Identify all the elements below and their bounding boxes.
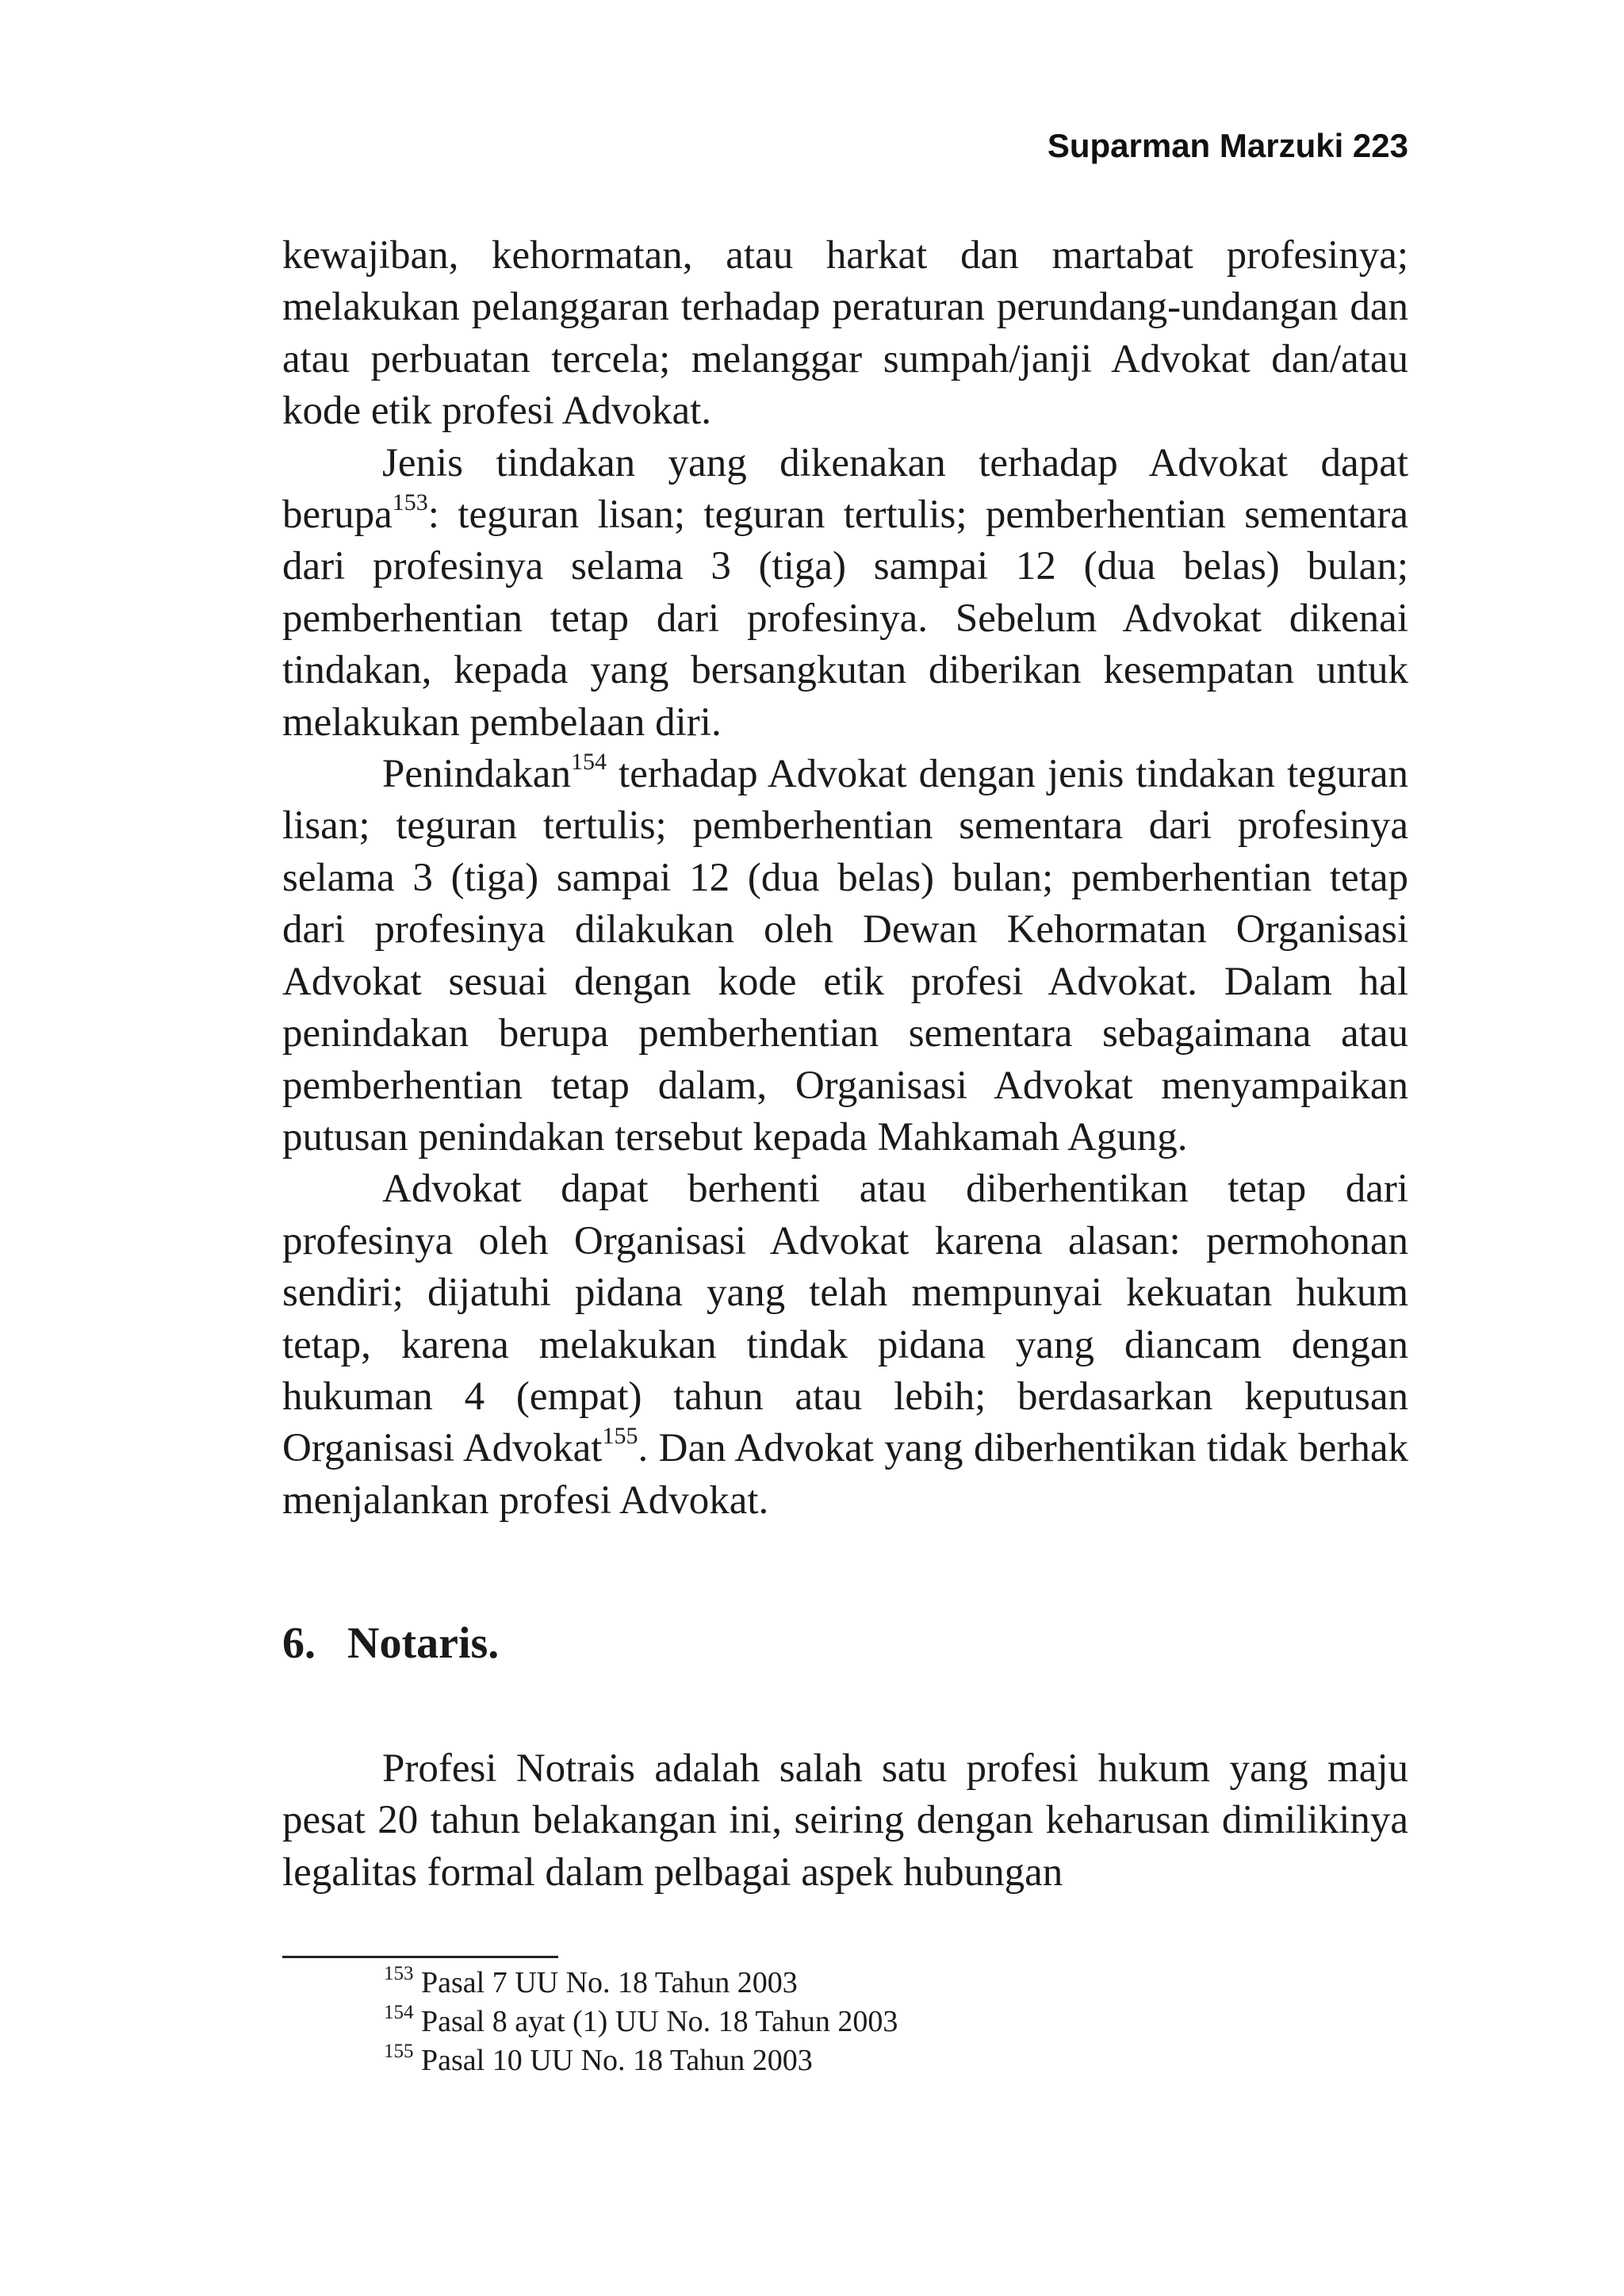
paragraph-text: Jenis tindakan yang dikenakan terhadap Advokat dapat berupa [282, 440, 1408, 538]
footnote-ref: 154 [570, 749, 607, 776]
section-number: 6. [282, 1619, 316, 1668]
paragraph-berhenti [282, 1163, 1408, 1527]
paragraph-text: Advokat dapat berhenti atau diberhentikan tetap dari profesinya oleh Organisasi Advokat karena alasan: permohonan sendiri; dijatuhi pidana yang telah mempunyai kekuatan hukum tetap, karena melakukan tindak pidana yang diancam dengan hukuman 4 (empat) tahun atau lebih; berdasarkan keputusan Organisasi Advokat [282, 1167, 1408, 1471]
footnote-text: Pasal 10 UU No. 18 Tahun 2003 [413, 2044, 813, 2077]
footnote-text: Pasal 8 ayat (1) UU No. 18 Tahun 2003 [413, 2005, 898, 2038]
footnotes [384, 1964, 898, 2080]
paragraph-continuation: kewajiban, kehormatan, atau harkat dan martabat profesinya; melakukan pelanggaran terhadap peraturan perundang-undangan dan atau perbuatan tercela; melanggar sumpah/janji Advokat dan/atau kode etik profesi Advokat. [282, 233, 1408, 434]
body-text [282, 230, 1408, 1527]
running-header: Suparman Marzuki 223 [1047, 127, 1408, 164]
footnote-item [384, 2003, 898, 2041]
paragraph-text: Penindakan [382, 752, 571, 797]
footnote-number: 153 [384, 1963, 414, 1985]
section-heading [282, 1618, 499, 1669]
paragraph-penindakan [282, 749, 1408, 1163]
section-title: Notaris. [347, 1619, 500, 1668]
footnote-text: Pasal 7 UU No. 18 Tahun 2003 [413, 1966, 798, 1999]
paragraph-text: . Dan Advokat yang diberhentikan tidak berhak menjalankan profesi Advokat. [282, 1426, 1408, 1523]
paragraph-notaris: Profesi Notrais adalah salah satu profesi hukum yang maju pesat 20 tahun belakangan ini, seiring dengan keharusan dimilikinya legalitas formal dalam pelbagai aspek hubungan [282, 1746, 1408, 1895]
footnote-ref: 155 [602, 1423, 638, 1450]
footnote-number: 155 [384, 2041, 414, 2063]
footnote-ref: 153 [392, 489, 428, 516]
section-body [282, 1743, 1408, 1899]
footnote-item [384, 1964, 898, 2003]
paragraph-text: : teguran lisan; teguran tertulis; pemberhentian sementara dari profesinya selama 3 (tiga) sampai 12 (dua belas) bulan; pemberhentian tetap dari profesinya. Sebelum Advokat dikenai tindakan, kepada yang bersangkutan diberikan kesempatan untuk melakukan pembelaan diri. [282, 493, 1408, 745]
paragraph-jenis-tindakan [282, 438, 1408, 749]
footnote-item [384, 2041, 898, 2080]
footnote-number: 154 [384, 2002, 414, 2024]
paragraph-text: terhadap Advokat dengan jenis tindakan teguran lisan; teguran tertulis; pemberhentian sementara dari profesinya selama 3 (tiga) sampai 12 (dua belas) bulan; pemberhentian tetap dari profesinya dilakukan oleh Dewan Kehormatan Organisasi Advokat sesuai dengan kode etik profesi Advokat. Dalam hal penindakan berupa pemberhentian sementara sebagaimana atau pemberhentian tetap dalam, Organisasi Advokat menyampaikan putusan penindakan tersebut kepada Mahkamah Agung. [282, 752, 1408, 1159]
footnote-divider [282, 1956, 558, 1958]
